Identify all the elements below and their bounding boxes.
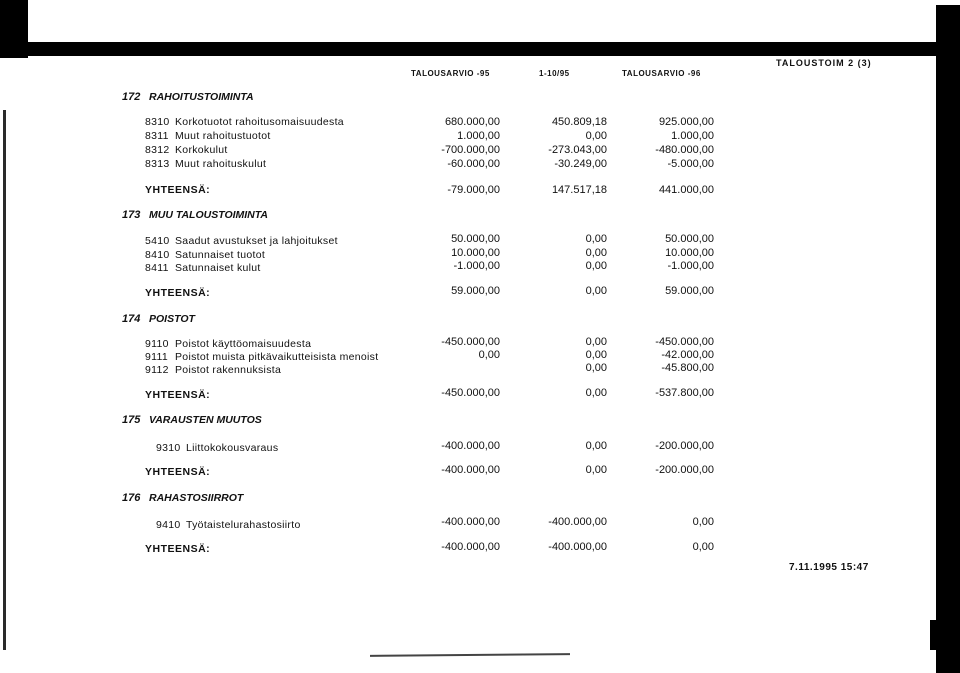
value-budget-95: -450.000,00: [441, 336, 500, 348]
value-period: 450.809,18: [551, 116, 607, 128]
total-budget-95: 59.000,00: [451, 285, 500, 297]
total-period: -400.000,00: [548, 541, 607, 553]
account-code: 8411: [145, 262, 169, 274]
value-period: 0,00: [585, 349, 607, 361]
value-period: 0,00: [585, 233, 607, 245]
section-title: MUU TALOUSTOIMINTA: [149, 209, 268, 221]
account-name: Poistot muista pitkävaikutteisista menoist: [175, 351, 379, 363]
section-title: POISTOT: [149, 313, 195, 325]
section-title: RAHOITUSTOIMINTA: [149, 91, 254, 103]
total-budget-96: 0,00: [692, 541, 714, 553]
section-title: RAHASTOSIIRROT: [149, 492, 244, 504]
total-budget-95: -400.000,00: [441, 464, 500, 476]
value-period: 0,00: [585, 362, 607, 374]
value-budget-95: 680.000,00: [444, 116, 500, 128]
value-budget-96: 10.000,00: [665, 247, 714, 259]
value-period: 0,00: [585, 130, 607, 142]
account-name: Korkokulut: [175, 144, 228, 156]
total-budget-95: -400.000,00: [441, 541, 500, 553]
value-period: -400.000,00: [548, 516, 607, 528]
total-label: YHTEENSÄ:: [145, 287, 211, 299]
value-budget-95: -60.000,00: [447, 158, 500, 170]
account-code: 8311: [145, 130, 169, 142]
value-period: 0,00: [585, 247, 607, 259]
total-period: 0,00: [585, 464, 607, 476]
account-name: Korkotuotot rahoitusomaisuudesta: [175, 116, 344, 128]
column-header-budget-95: TALOUSARVIO -95: [411, 69, 490, 78]
scan-margin-line: [3, 110, 6, 650]
total-budget-95: -79.000,00: [447, 184, 500, 196]
account-code: 5410: [145, 235, 170, 247]
page-reference: TALOUSTOIM 2 (3): [776, 58, 872, 68]
account-name: Poistot käyttöomaisuudesta: [175, 338, 312, 350]
account-name: Saadut avustukset ja lahjoitukset: [175, 235, 338, 247]
total-label: YHTEENSÄ:: [145, 543, 211, 555]
value-budget-96: -1.000,00: [667, 260, 714, 272]
value-budget-96: 0,00: [692, 516, 714, 528]
value-budget-96: -45.800,00: [661, 362, 714, 374]
account-code: 9110: [145, 338, 169, 350]
column-header-budget-96: TALOUSARVIO -96: [622, 69, 701, 78]
scan-mark: [930, 620, 936, 650]
account-name: Liittokokousvaraus: [186, 442, 279, 454]
scan-border-top: [28, 42, 936, 56]
value-period: 0,00: [585, 336, 607, 348]
account-name: Poistot rakennuksista: [175, 364, 282, 376]
total-budget-96: 59.000,00: [665, 285, 714, 297]
value-budget-95: -400.000,00: [441, 516, 500, 528]
section-number: 174: [122, 313, 141, 325]
total-label: YHTEENSÄ:: [145, 389, 211, 401]
scan-border-right: [936, 5, 960, 673]
scan-smudge: [370, 653, 570, 657]
account-code: 8310: [145, 116, 170, 128]
value-budget-95: 10.000,00: [451, 247, 500, 259]
value-budget-96: -5.000,00: [667, 158, 714, 170]
value-budget-96: 50.000,00: [665, 233, 714, 245]
account-code: 8410: [145, 249, 170, 261]
account-code: 9410: [156, 519, 181, 531]
total-budget-95: -450.000,00: [441, 387, 500, 399]
total-period: 0,00: [585, 387, 607, 399]
account-code: 8312: [145, 144, 170, 156]
print-timestamp: 7.11.1995 15:47: [789, 562, 869, 573]
total-period: 147.517,18: [551, 184, 607, 196]
value-budget-96: -200.000,00: [655, 440, 714, 452]
section-number: 172: [122, 91, 141, 103]
column-header-period: 1-10/95: [539, 69, 570, 78]
account-name: Työtaistelurahastosiirto: [186, 519, 301, 531]
value-budget-95: -700.000,00: [441, 144, 500, 156]
scan-border-left: [0, 0, 28, 58]
value-period: 0,00: [585, 440, 607, 452]
account-code: 9111: [145, 351, 168, 363]
value-budget-96: 1.000,00: [671, 130, 714, 142]
total-budget-96: -537.800,00: [655, 387, 714, 399]
value-budget-96: -42.000,00: [661, 349, 714, 361]
value-period: 0,00: [585, 260, 607, 272]
account-name: Muut rahoitustuotot: [175, 130, 271, 142]
value-budget-96: -450.000,00: [655, 336, 714, 348]
total-label: YHTEENSÄ:: [145, 466, 211, 478]
value-period: -273.043,00: [548, 144, 607, 156]
account-code: 9310: [156, 442, 181, 454]
value-period: -30.249,00: [554, 158, 607, 170]
value-budget-95: -1.000,00: [453, 260, 500, 272]
section-title: VARAUSTEN MUUTOS: [149, 414, 262, 426]
total-budget-96: -200.000,00: [655, 464, 714, 476]
value-budget-95: 50.000,00: [451, 233, 500, 245]
total-period: 0,00: [585, 285, 607, 297]
value-budget-95: 0,00: [478, 349, 500, 361]
total-label: YHTEENSÄ:: [145, 184, 211, 196]
value-budget-95: 1.000,00: [457, 130, 500, 142]
section-number: 176: [122, 492, 141, 504]
section-number: 173: [122, 209, 141, 221]
account-code: 9112: [145, 364, 169, 376]
section-number: 175: [122, 414, 141, 426]
value-budget-96: 925.000,00: [658, 116, 714, 128]
account-name: Satunnaiset tuotot: [175, 249, 266, 261]
value-budget-96: -480.000,00: [655, 144, 714, 156]
value-budget-95: -400.000,00: [441, 440, 500, 452]
account-name: Satunnaiset kulut: [175, 262, 261, 274]
account-code: 8313: [145, 158, 170, 170]
account-name: Muut rahoituskulut: [175, 158, 267, 170]
total-budget-96: 441.000,00: [658, 184, 714, 196]
